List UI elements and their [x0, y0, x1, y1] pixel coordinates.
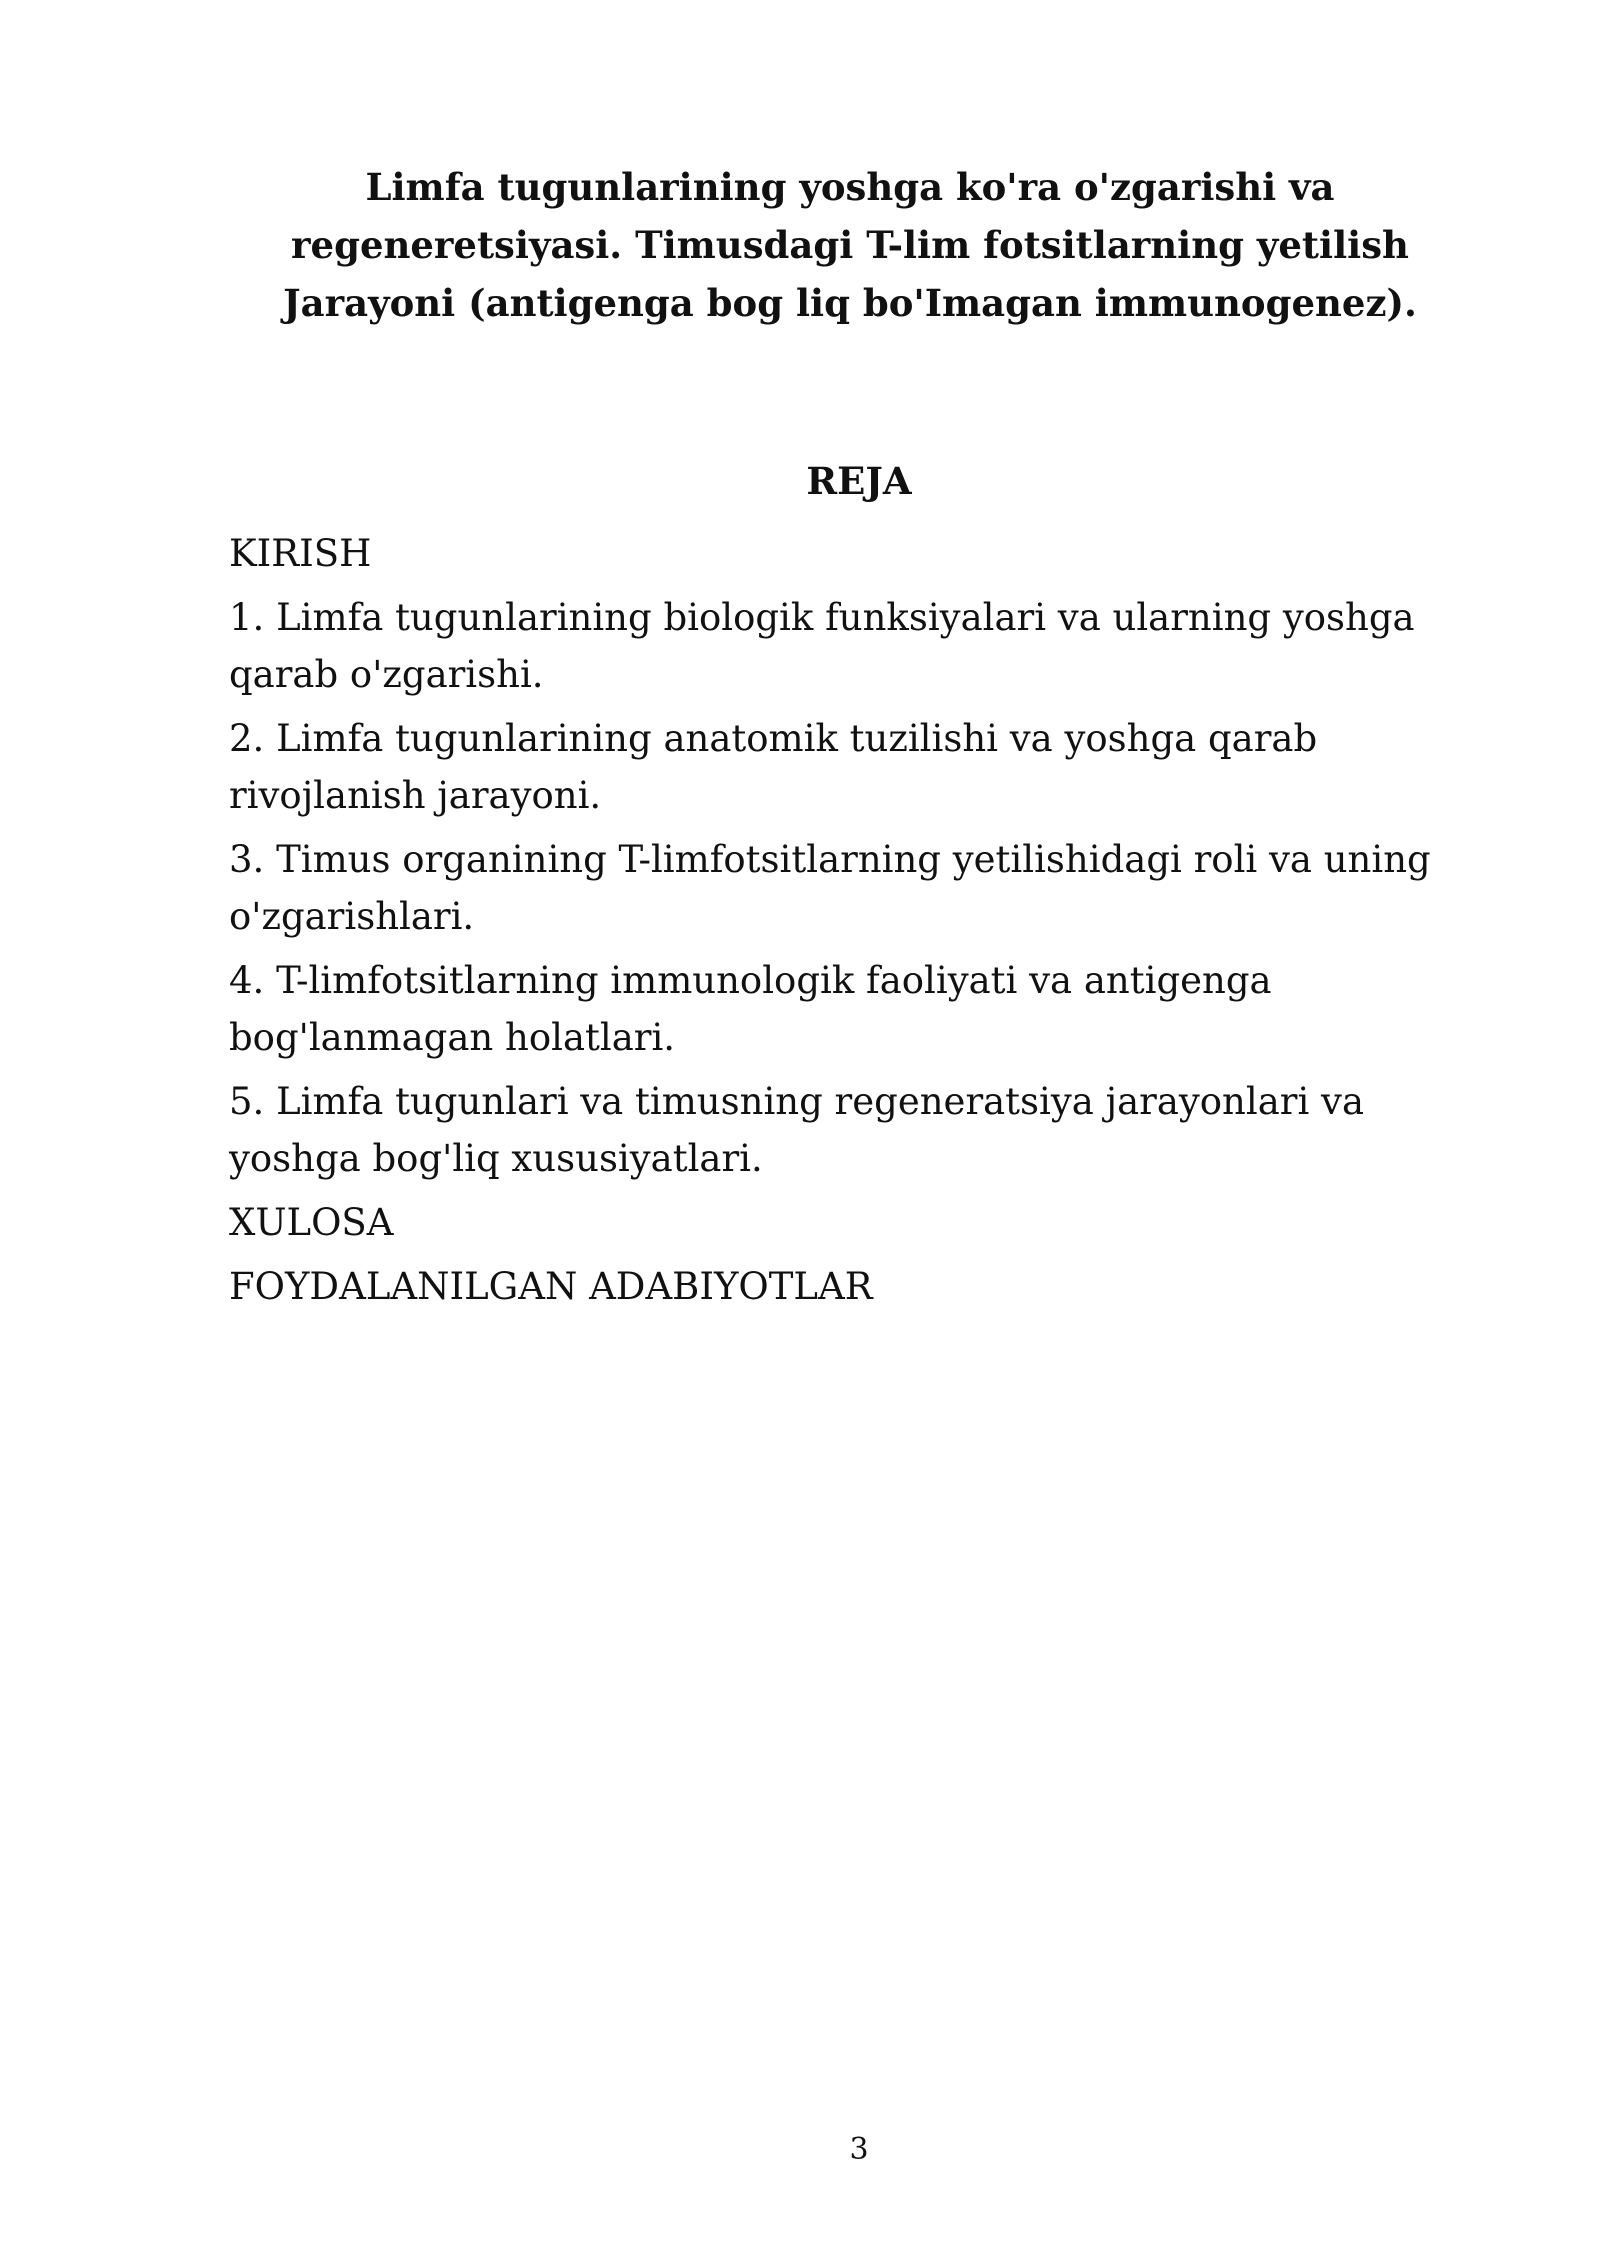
plan-item-text: yoshga bog'liq xususiyatlari.	[229, 1137, 763, 1180]
page-number: 3	[849, 2132, 869, 2167]
title-line: regeneretsiyasi. Timusdagi T-lim fotsitlarning yetilish	[291, 223, 1409, 267]
plan-list	[229, 525, 1479, 1322]
document-title	[230, 158, 1470, 332]
plan-item-text: 3. Timus organining T-limfotsitlarning yetilishidagi roli va uning	[229, 838, 1431, 881]
plan-item-text: bog'lanmagan holatlari.	[229, 1016, 676, 1059]
plan-item-3	[229, 831, 1479, 945]
plan-item-intro	[229, 525, 1479, 582]
plan-item-text: KIRISH	[229, 532, 372, 575]
title-line: Limfa tugunlarining yoshga ko'ra o'zgarishi va	[365, 165, 1335, 209]
title-line: Jarayoni (antigenga bog liq bo'Imagan immunogenez).	[283, 281, 1417, 325]
plan-item-conclusion	[229, 1194, 1479, 1251]
plan-item-1	[229, 589, 1479, 703]
plan-item-text: FOYDALANILGAN ADABIYOTLAR	[229, 1265, 873, 1308]
plan-item-references	[229, 1258, 1479, 1315]
plan-item-2	[229, 710, 1479, 824]
plan-item-text: 4. T-limfotsitlarning immunologik faoliyati va antigenga	[229, 959, 1272, 1002]
plan-item-text: 5. Limfa tugunlari va timusning regeneratsiya jarayonlari va	[229, 1080, 1365, 1123]
plan-item-text: qarab o'zgarishi.	[229, 653, 544, 696]
plan-item-text: 2. Limfa tugunlarining anatomik tuzilishi va yoshga qarab	[229, 717, 1318, 760]
plan-item-text: XULOSA	[229, 1201, 394, 1244]
plan-heading: REJA	[806, 459, 912, 503]
plan-item-4	[229, 952, 1479, 1066]
plan-item-5	[229, 1073, 1479, 1187]
plan-item-text: o'zgarishlari.	[229, 895, 475, 938]
plan-item-text: rivojlanish jarayoni.	[229, 774, 602, 817]
plan-item-text: 1. Limfa tugunlarining biologik funksiyalari va ularning yoshga	[229, 596, 1415, 639]
